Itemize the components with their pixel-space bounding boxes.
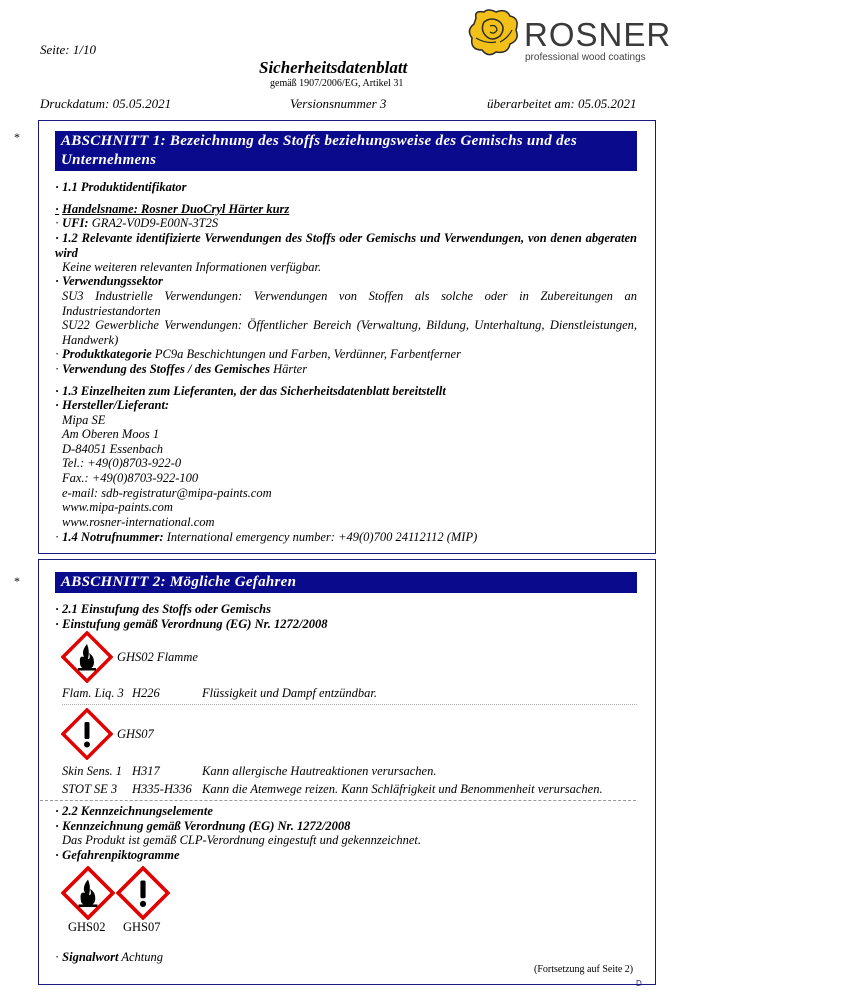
picto1-caption: GHS02 <box>68 920 106 934</box>
footer-code: D <box>636 979 642 988</box>
label-elements-heading: · 2.2 Kennzeichnungselemente <box>55 804 213 818</box>
divider <box>62 704 637 705</box>
address-line: D-84051 Essenbach <box>62 442 164 456</box>
h226-class: Flam. Liq. 3 <box>62 686 124 700</box>
clp-statement: Das Produkt ist gemäß CLP-Verordnung eingestuft und gekennzeichnet. <box>62 833 421 847</box>
uses-heading: · 1.2 Relevante identifizierte Verwendungen des Stoffs oder Gemischs und Verwendungen, von denen abgeraten wird <box>55 231 637 260</box>
document-title: Sicherheitsdatenblatt <box>259 58 408 77</box>
classification-regulation-heading: · Einstufung gemäß Verordnung (EG) Nr. 1272/2008 <box>55 617 328 631</box>
page-number: Seite: 1/10 <box>40 42 96 57</box>
h335-code: H335-H336 <box>132 782 192 796</box>
logo-wordmark: ROSNER <box>524 16 672 53</box>
supplier-heading: · 1.3 Einzelheiten zum Lieferanten, der das Sicherheitsdatenblatt bereitstellt <box>55 384 446 398</box>
divider <box>40 800 636 801</box>
version-number: Versionsnummer 3 <box>290 96 387 111</box>
section1-change-marker: * <box>14 130 20 144</box>
document-subtitle: gemäß 1907/2006/EG, Artikel 31 <box>270 78 404 89</box>
manufacturer-heading: · Hersteller/Lieferant: <box>55 398 170 412</box>
logo-tagline: professional wood coatings <box>525 52 646 63</box>
product-identifier-heading: · 1.1 Produktidentifikator <box>55 180 187 194</box>
h317-class: Skin Sens. 1 <box>62 764 123 778</box>
label-ghs07-pictogram <box>116 866 170 920</box>
ghs02-pictogram <box>61 631 113 683</box>
email-link[interactable]: e-mail: sdb-registratur@mipa-paints.com <box>62 486 272 500</box>
h335-text: Kann die Atemwege reizen. Kann Schläfrigkeit und Benommenheit verursachen. <box>202 782 603 796</box>
address-line: Mipa SE <box>62 413 106 427</box>
signal-word: · Signalwort Achtung <box>55 950 164 964</box>
phone-line: Tel.: +49(0)8703-922-0 <box>62 456 182 470</box>
label-regulation-heading: · Kennzeichnung gemäß Verordnung (EG) Nr. 1272/2008 <box>55 819 351 833</box>
h226-text: Flüssigkeit und Dampf entzündbar. <box>202 686 377 700</box>
revision-date: überarbeitet am: 05.05.2021 <box>487 96 637 111</box>
ghs02-label: GHS02 Flamme <box>117 650 198 664</box>
h317-code: H317 <box>132 764 160 778</box>
continuation-note: (Fortsetzung auf Seite 2) <box>534 964 634 975</box>
rosner-logo <box>466 8 672 66</box>
h335-class: STOT SE 3 <box>62 782 118 796</box>
product-category: · Produktkategorie PC9a Beschichtungen und Farben, Verdünner, Farbentferner <box>55 347 461 361</box>
su22-line: SU22 Gewerbliche Verwendungen: Öffentlicher Bereich (Verwaltung, Bildung, Unterhaltung, Dienstleistungen, Handwerk) <box>62 318 637 347</box>
ghs07-label: GHS07 <box>117 727 154 741</box>
pictograms-heading: · Gefahrenpiktogramme <box>55 848 180 862</box>
classification-heading: · 2.1 Einstufung des Stoffs oder Gemischs <box>55 602 272 616</box>
rose-logo-icon <box>466 8 522 60</box>
sector-heading: · Verwendungssektor <box>55 274 163 288</box>
fax-line: Fax.: +49(0)8703-922-100 <box>62 471 199 485</box>
h226-code: H226 <box>132 686 160 700</box>
rosner-website-link[interactable]: www.rosner-international.com <box>62 515 215 529</box>
section2-title: ABSCHNITT 2: Mögliche Gefahren <box>55 572 637 593</box>
print-date: Druckdatum: 05.05.2021 <box>40 96 172 111</box>
trade-name: · Handelsname: Rosner DuoCryl Härter kurz <box>55 202 290 216</box>
address-line: Am Oberen Moos 1 <box>62 427 160 441</box>
su3-line: SU3 Industrielle Verwendungen: Verwendungen von Stoffen als solche oder in Zubereitungen an Industriestandorten <box>62 289 637 318</box>
section1-title: ABSCHNITT 1: Bezeichnung des Stoffs beziehungsweise des Gemischs und des Unternehmens <box>55 131 637 171</box>
ufi-line: · UFI: GRA2-V0D9-E00N-3T2S <box>55 216 219 230</box>
no-further-info: Keine weiteren relevanten Informationen verfügbar. <box>62 260 322 274</box>
mipa-website-link[interactable]: www.mipa-paints.com <box>62 500 173 514</box>
picto2-caption: GHS07 <box>123 920 161 934</box>
section2-change-marker: * <box>14 574 20 588</box>
exclamation-icon <box>85 722 90 739</box>
h317-text: Kann allergische Hautreaktionen verursachen. <box>202 764 437 778</box>
label-ghs02-pictogram <box>61 866 115 920</box>
emergency-number: · 1.4 Notrufnummer: International emergency number: +49(0)700 24112112 (MIP) <box>55 530 478 544</box>
ghs07-pictogram <box>61 708 113 760</box>
intended-use: · Verwendung des Stoffes / des Gemisches Härter <box>55 362 308 376</box>
exclamation-icon <box>140 881 145 899</box>
